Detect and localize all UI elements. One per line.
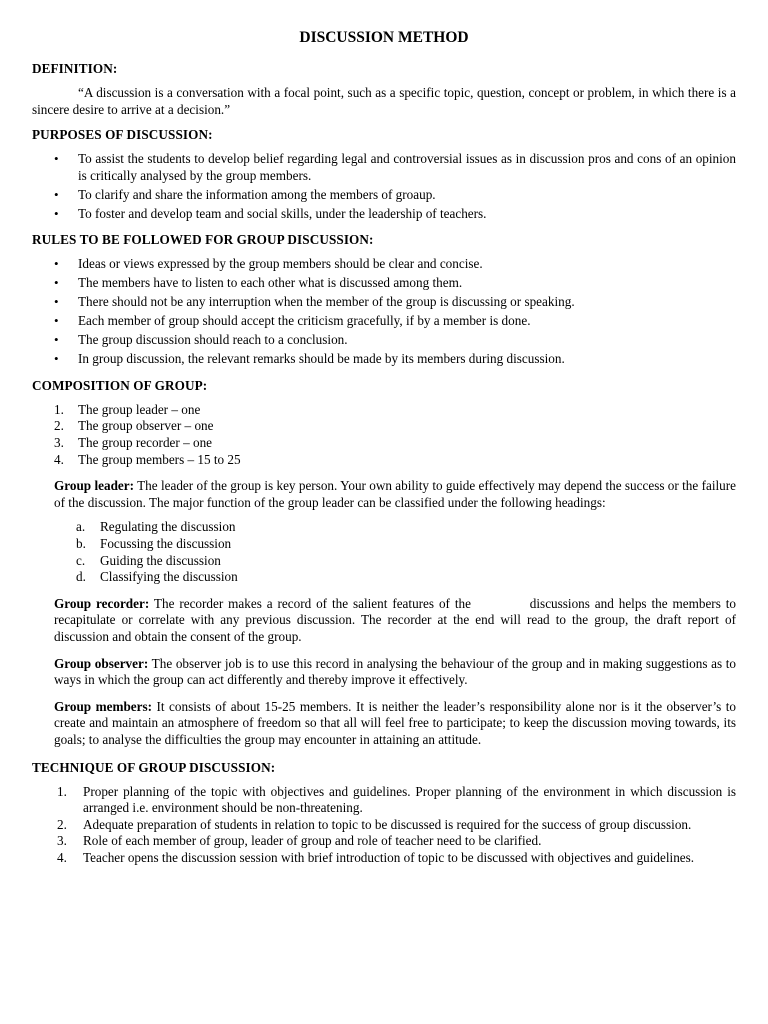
technique-heading: TECHNIQUE OF GROUP DISCUSSION: bbox=[32, 759, 276, 775]
list-text: The group observer – one bbox=[78, 418, 214, 434]
list-item bbox=[54, 435, 736, 452]
list-item bbox=[76, 536, 736, 553]
group-leader-paragraph bbox=[54, 478, 736, 511]
list-number: 2. bbox=[57, 816, 67, 832]
list-text: Proper planning of the topic with objectives and guidelines. Proper planning of the environment in which discussion is arranged i.e. environment should be non-threatening. bbox=[83, 783, 736, 816]
list-letter: a. bbox=[76, 519, 86, 535]
list-number: 3. bbox=[57, 833, 67, 849]
list-text: Role of each member of group, leader of group and role of teacher need to be clarified. bbox=[83, 833, 542, 849]
list-item: • There should not be any interruption when the member of the group is discussing or speaking. bbox=[78, 294, 736, 311]
list-item bbox=[57, 849, 736, 867]
list-number: 4. bbox=[54, 451, 64, 467]
list-letter: b. bbox=[76, 536, 86, 552]
list-item bbox=[54, 401, 736, 419]
group-recorder-label: Group recorder: bbox=[54, 595, 150, 611]
list-item bbox=[57, 783, 736, 817]
list-item: • The members have to listen to each other what is discussed among them. bbox=[78, 275, 736, 292]
definition-heading: DEFINITION: bbox=[32, 61, 118, 76]
list-letter: c. bbox=[76, 552, 86, 568]
rules-heading: RULES TO BE FOLLOWED FOR GROUP DISCUSSION: bbox=[32, 232, 374, 248]
list-letter: d. bbox=[76, 569, 86, 585]
list-text: The group leader – one bbox=[78, 401, 201, 417]
list-text: Classifying the discussion bbox=[100, 569, 238, 585]
list-item bbox=[54, 418, 736, 435]
composition-list bbox=[32, 402, 736, 468]
group-members-label: Group members: bbox=[54, 698, 153, 714]
list-text: The group members – 15 to 25 bbox=[78, 451, 241, 467]
list-item: • Ideas or views expressed by the group members should be clear and concise. bbox=[78, 256, 736, 273]
list-item: • Each member of group should accept the criticism gracefully, if by a member is done. bbox=[78, 313, 736, 330]
list-text: Adequate preparation of students in relation to topic to be discussed is required for the success of group discussion. bbox=[83, 816, 692, 832]
list-item bbox=[76, 552, 736, 570]
list-number: 4. bbox=[57, 849, 67, 865]
list-item: • To assist the students to develop belief regarding legal and controversial issues as in discussion pros and cons of an opinion is critically analysed by the group members. bbox=[78, 151, 736, 184]
composition-heading: COMPOSITION OF GROUP: bbox=[32, 377, 208, 393]
group-observer-paragraph bbox=[54, 656, 736, 689]
list-text: Focussing the discussion bbox=[100, 536, 232, 552]
list-item bbox=[54, 451, 736, 469]
list-item: • In group discussion, the relevant remarks should be made by its members during discussion. bbox=[78, 351, 736, 368]
list-text: Regulating the discussion bbox=[100, 519, 236, 535]
group-members-paragraph bbox=[54, 699, 736, 749]
list-item: • To clarify and share the information among the members of groaup. bbox=[78, 187, 736, 204]
group-members-section bbox=[32, 699, 736, 749]
list-text: Teacher opens the discussion session with brief introduction of topic to be discussed with objectives and guidelines. bbox=[83, 849, 695, 865]
page-title: DISCUSSION METHOD bbox=[299, 29, 469, 46]
list-number: 1. bbox=[57, 783, 67, 799]
list-item bbox=[76, 569, 736, 586]
group-members-text: It consists of about 15-25 members. It is neither the leader’s responsibility alone nor is it the observer’s to create and maintain an atmosphere of freedom so that all will feel free to participate; to keep the discussion moving towards, its goals; to analyse the difficulties the group may encounter in attaining an attitude. bbox=[54, 698, 736, 747]
list-item bbox=[57, 816, 736, 834]
list-number: 2. bbox=[54, 418, 64, 434]
list-item bbox=[57, 833, 736, 850]
group-recorder-section bbox=[32, 595, 740, 646]
leader-functions-list bbox=[54, 519, 736, 585]
technique-list bbox=[32, 784, 736, 867]
purposes-list bbox=[32, 151, 736, 222]
group-recorder-text: The recorder makes a record of the salient features of the discussions and helps the members to recapitulate or correlate with any previous discussion. The recorder at the end will read to the group, the draft report of discussion and obtain the consent of the group. bbox=[54, 595, 740, 644]
list-item bbox=[76, 519, 736, 536]
group-observer-label: Group observer: bbox=[54, 655, 149, 671]
list-number: 1. bbox=[54, 401, 64, 417]
list-text: Guiding the discussion bbox=[100, 552, 221, 568]
group-observer-text: The observer job is to use this record in analysing the behaviour of the group and in making suggestions as to ways in which the group can act differently and thereby improve it effectively. bbox=[54, 655, 736, 688]
group-leader-label: Group leader: bbox=[54, 478, 135, 494]
list-text: The group recorder – one bbox=[78, 435, 213, 451]
definition-text: “A discussion is a conversation with a focal point, such as a specific topic, question, concept or problem, in which there is a sincere desire to arrive at a decision.” bbox=[32, 85, 736, 117]
list-item: • The group discussion should reach to a conclusion. bbox=[78, 332, 736, 349]
group-observer-section bbox=[32, 656, 736, 689]
purposes-heading: PURPOSES OF DISCUSSION: bbox=[32, 127, 213, 143]
group-recorder-paragraph bbox=[54, 595, 740, 646]
list-number: 3. bbox=[54, 435, 64, 451]
rules-list bbox=[32, 256, 736, 368]
list-item: • To foster and develop team and social skills, under the leadership of teachers. bbox=[78, 206, 736, 223]
group-leader-text: The leader of the group is key person. Your own ability to guide effectively may depend the success or the failure of the discussion. The major function of the group leader can be classified under the following headings: bbox=[54, 478, 736, 510]
group-leader-section bbox=[32, 478, 736, 586]
